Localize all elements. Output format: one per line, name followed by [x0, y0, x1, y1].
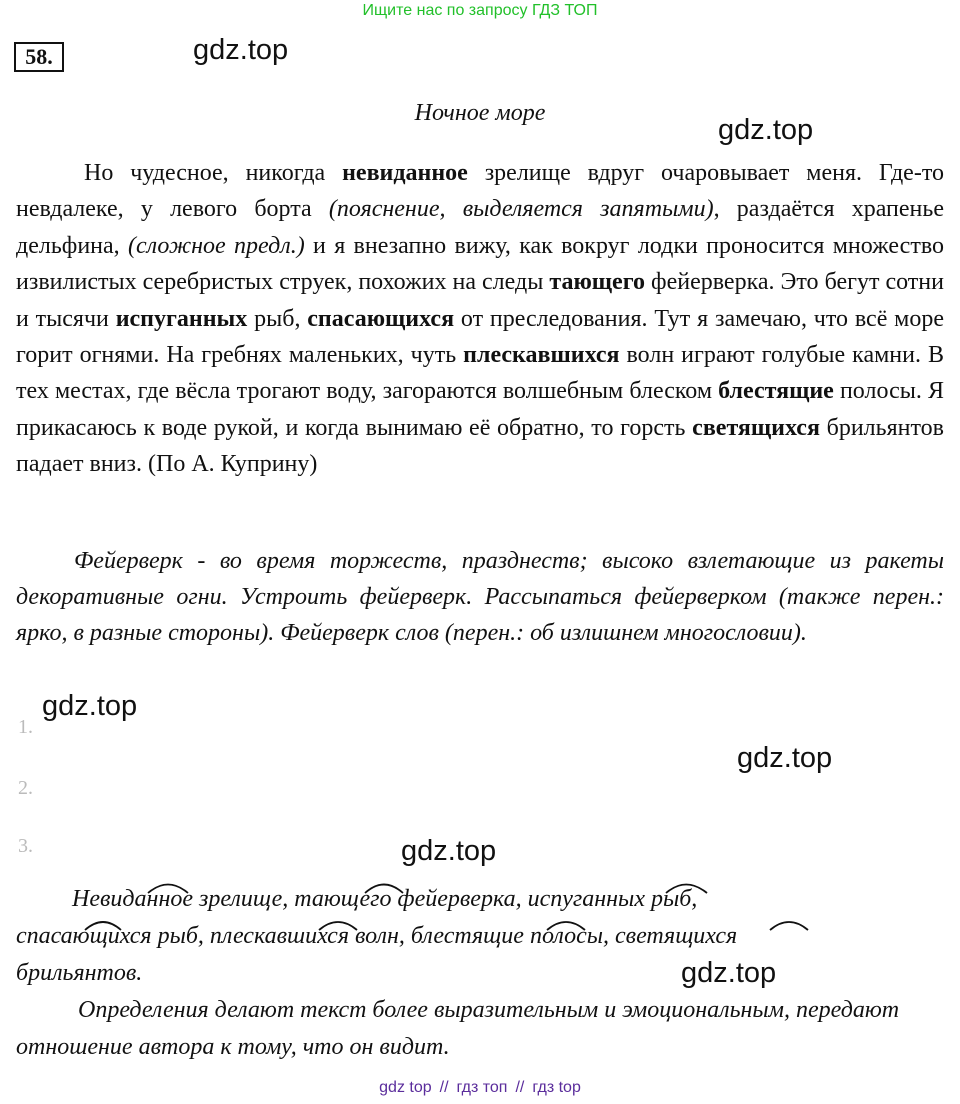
participle-word: плескавшихся	[463, 342, 620, 369]
list-number: 2.	[18, 777, 33, 799]
text-segment: полосы. Я прикасаюсь к воде рукой, и когда вынимаю её обратно, то горсть	[16, 378, 944, 441]
definition-text: Фейерверк - во время торжеств, празднеств; высоко взлетающие из ракеты декоративные огни. Устроить фейерверк. Рассыпаться фейерверком (также перен.: ярко, в разные стороны). Фейерверк слов (перен.: об излишнем многословии).	[16, 548, 944, 646]
watermark: gdz.top	[681, 957, 777, 989]
annotation-note: (пояснение, выделяется запятыми)	[328, 196, 714, 223]
main-paragraph	[16, 155, 944, 483]
participle-word: невиданное	[342, 160, 468, 186]
answer-line: спасающихся рыб, плескавшихся волн, блестящие полосы, светящихся	[16, 923, 738, 949]
conclusion-paragraph	[16, 992, 944, 1066]
answer-text: Невиданное зрелище, тающего фейерверка, испуганных рыб,	[72, 886, 698, 912]
footer-link[interactable]: gdz top	[379, 1079, 432, 1096]
definition-paragraph	[16, 543, 944, 651]
text-segment: , раздаётся храпенье дельфина,	[16, 196, 944, 259]
search-hint-link[interactable]: Ищите нас по запросу ГДЗ ТОП	[362, 2, 598, 19]
watermark: gdz.top	[193, 34, 289, 66]
text-title: Ночное море	[414, 100, 546, 126]
text-segment: волн играют голубые камни. В тех местах, где вёсла трогают воду, загораются волшебным блеском	[16, 342, 944, 405]
text-segment: брильянтов падает вниз. (По А. Куприну)	[16, 414, 944, 478]
text-segment: от преследования. Тут я замечаю, что всё море горит огнями. На гребнях маленьких, чуть	[16, 305, 945, 369]
participle-word: спасающихся	[307, 305, 455, 332]
watermark: gdz.top	[718, 114, 814, 146]
watermark: gdz.top	[401, 835, 497, 867]
text-segment: фейерверка. Это бегут сотни и тысячи	[16, 269, 944, 332]
participle-word: блестящие	[718, 378, 834, 405]
participle-word: светящихся	[692, 414, 820, 441]
text-segment: зрелище вдруг очаровывает меня. Где-то невдалеке, у левого борта	[16, 160, 944, 223]
footer-separator: //	[439, 1079, 449, 1096]
watermark: gdz.top	[737, 742, 833, 774]
answer-line	[16, 881, 944, 917]
answer-line: брильянтов.	[16, 960, 143, 986]
text-segment: рыб,	[247, 305, 308, 332]
text-segment: и я внезапно вижу, как вокруг лодки проносится множество извилистых серебристых струек, похожих на следы	[16, 232, 944, 296]
participle-word: тающего	[549, 269, 645, 296]
text-segment: Но чудесное, никогда	[84, 160, 343, 186]
footer-links	[0, 1079, 960, 1097]
footer-link[interactable]: гдз top	[532, 1079, 581, 1096]
footer-separator: //	[515, 1079, 525, 1096]
footer-link[interactable]: гдз топ	[456, 1079, 508, 1096]
list-number: 3.	[18, 835, 33, 857]
annotation-note: (сложное предл.)	[128, 232, 305, 259]
watermark: gdz.top	[42, 690, 138, 722]
exercise-number: 58.	[14, 42, 64, 72]
participle-word: испуганных	[115, 305, 248, 332]
list-number: 1.	[18, 716, 33, 738]
conclusion-text: Определения делают текст более выразительным и эмоциональным, передают отношение автора к тому, что он видит.	[16, 997, 900, 1060]
